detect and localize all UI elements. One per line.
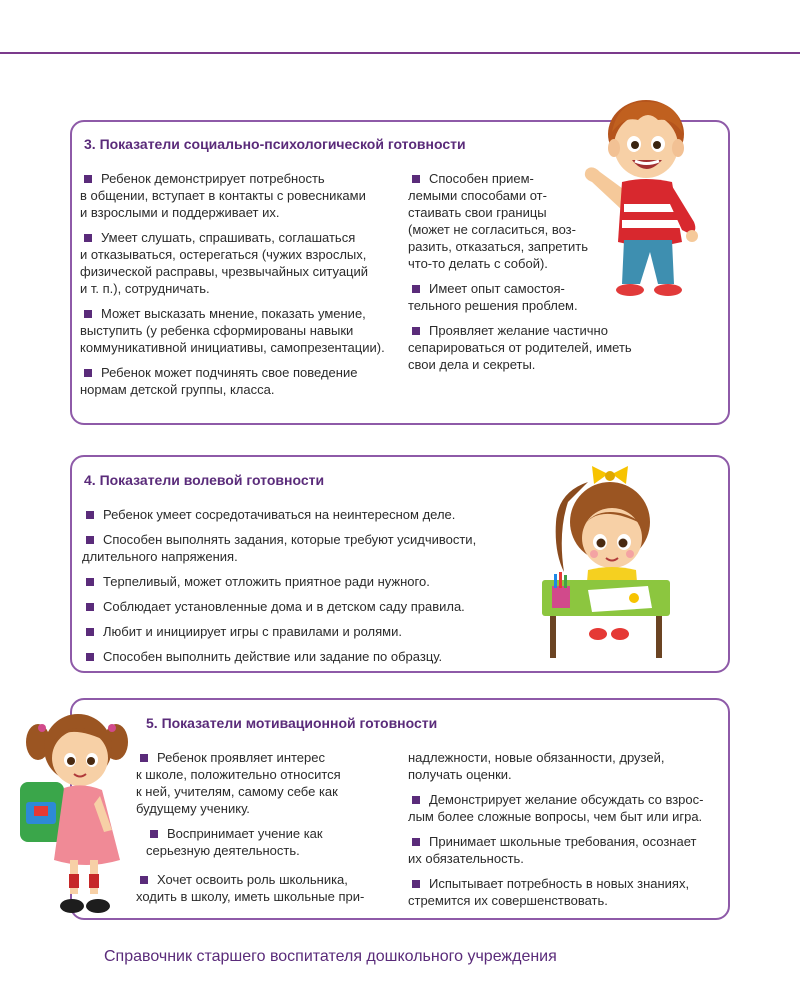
section5-right-list — [408, 749, 718, 917]
girl-drawing-illustration — [538, 462, 678, 662]
bullet-square-icon — [412, 880, 420, 888]
top-rule — [0, 52, 800, 54]
bullet-square-icon — [86, 536, 94, 544]
bullet-square-icon — [150, 830, 158, 838]
section3-left-list — [80, 170, 410, 406]
bullet-square-icon — [412, 838, 420, 846]
bullet-square-icon — [86, 578, 94, 586]
bullet-square-icon — [412, 175, 420, 183]
bullet-square-icon — [412, 796, 420, 804]
bullet-square-icon — [412, 327, 420, 335]
list-item-continuation: надлежности, новые обязанности, друзей, получать оценки. — [408, 750, 665, 782]
list-item: Может высказать мнение, показать умение, выступить (у ребенка сформированы навыки коммуникативной инициативы, самопрезентации). — [80, 306, 385, 355]
list-item: Демонстрирует желание обсуждать со взрос- лым более сложные вопросы, чем быт или игра. — [408, 792, 704, 824]
bullet-square-icon — [86, 603, 94, 611]
bullet-square-icon — [86, 511, 94, 519]
list-item: Испытывает потребность в новых знаниях, стремится их совершенствовать. — [408, 876, 690, 908]
list-item: Терпеливый, может отложить приятное ради нужного. — [82, 573, 522, 590]
list-item: Ребенок проявляет интерес к школе, положительно относится к ней, учителям, самому себе как будущему ученику. — [136, 750, 341, 816]
list-item: Ребенок демонстрирует потребность в общении, вступает в контакты с ровесниками и взрослыми и поддерживает их. — [80, 171, 366, 220]
bullet-square-icon — [84, 310, 92, 318]
section4-list — [82, 506, 522, 673]
list-item: Ребенок умеет сосредотачиваться на неинтересном деле. — [82, 506, 522, 523]
bullet-square-icon — [84, 369, 92, 377]
list-item: Соблюдает установленные дома и в детском саду правила. — [82, 598, 522, 615]
section5-left-list — [136, 749, 406, 913]
list-item: Имеет опыт самостоя- тельного решения проблем. — [408, 281, 578, 313]
list-item: Ребенок может подчинять свое поведение нормам детской группы, класса. — [80, 365, 358, 397]
bullet-square-icon — [86, 653, 94, 661]
bullet-square-icon — [86, 628, 94, 636]
list-item: Любит и инициирует игры с правилами и ролями. — [82, 623, 522, 640]
list-item: Способен прием- лемыми способами от- стаивать свои границы (может не согласиться, воз- разить, отказаться, запретить что-то делать с собой). — [408, 171, 589, 271]
section3-title: 3. Показатели социально-психологической готовности — [84, 136, 466, 152]
section4-title: 4. Показатели волевой готовности — [84, 472, 325, 488]
list-item: Воспринимает учение как серьезную деятельность. — [146, 826, 323, 858]
bullet-square-icon — [412, 285, 420, 293]
section5-title: 5. Показатели мотивационной готовности — [146, 715, 438, 731]
list-item: Хочет освоить роль школьника, ходить в школу, иметь школьные при- — [136, 872, 365, 904]
list-item: Принимает школьные требования, осознает их обязательность. — [408, 834, 697, 866]
list-item: Способен выполнить действие или задание по образцу. — [82, 648, 522, 665]
girl-with-backpack-illustration — [12, 698, 142, 923]
boy-waving-illustration — [578, 92, 718, 307]
list-item: Умеет слушать, спрашивать, соглашаться и отказываться, остерегаться (чужих взрослых, физической расправы, чрезвычайных ситуаций и т. п.), сотрудничать. — [80, 230, 369, 296]
footer-title: Справочник старшего воспитателя дошкольного учреждения — [104, 948, 557, 965]
bullet-square-icon — [84, 234, 92, 242]
list-item: Способен выполнять задания, которые требуют усидчивости, длительного напряжения. — [82, 532, 477, 564]
list-item: Проявляет желание частично сепарироваться от родителей, иметь свои дела и секреты. — [408, 323, 632, 372]
bullet-square-icon — [84, 175, 92, 183]
